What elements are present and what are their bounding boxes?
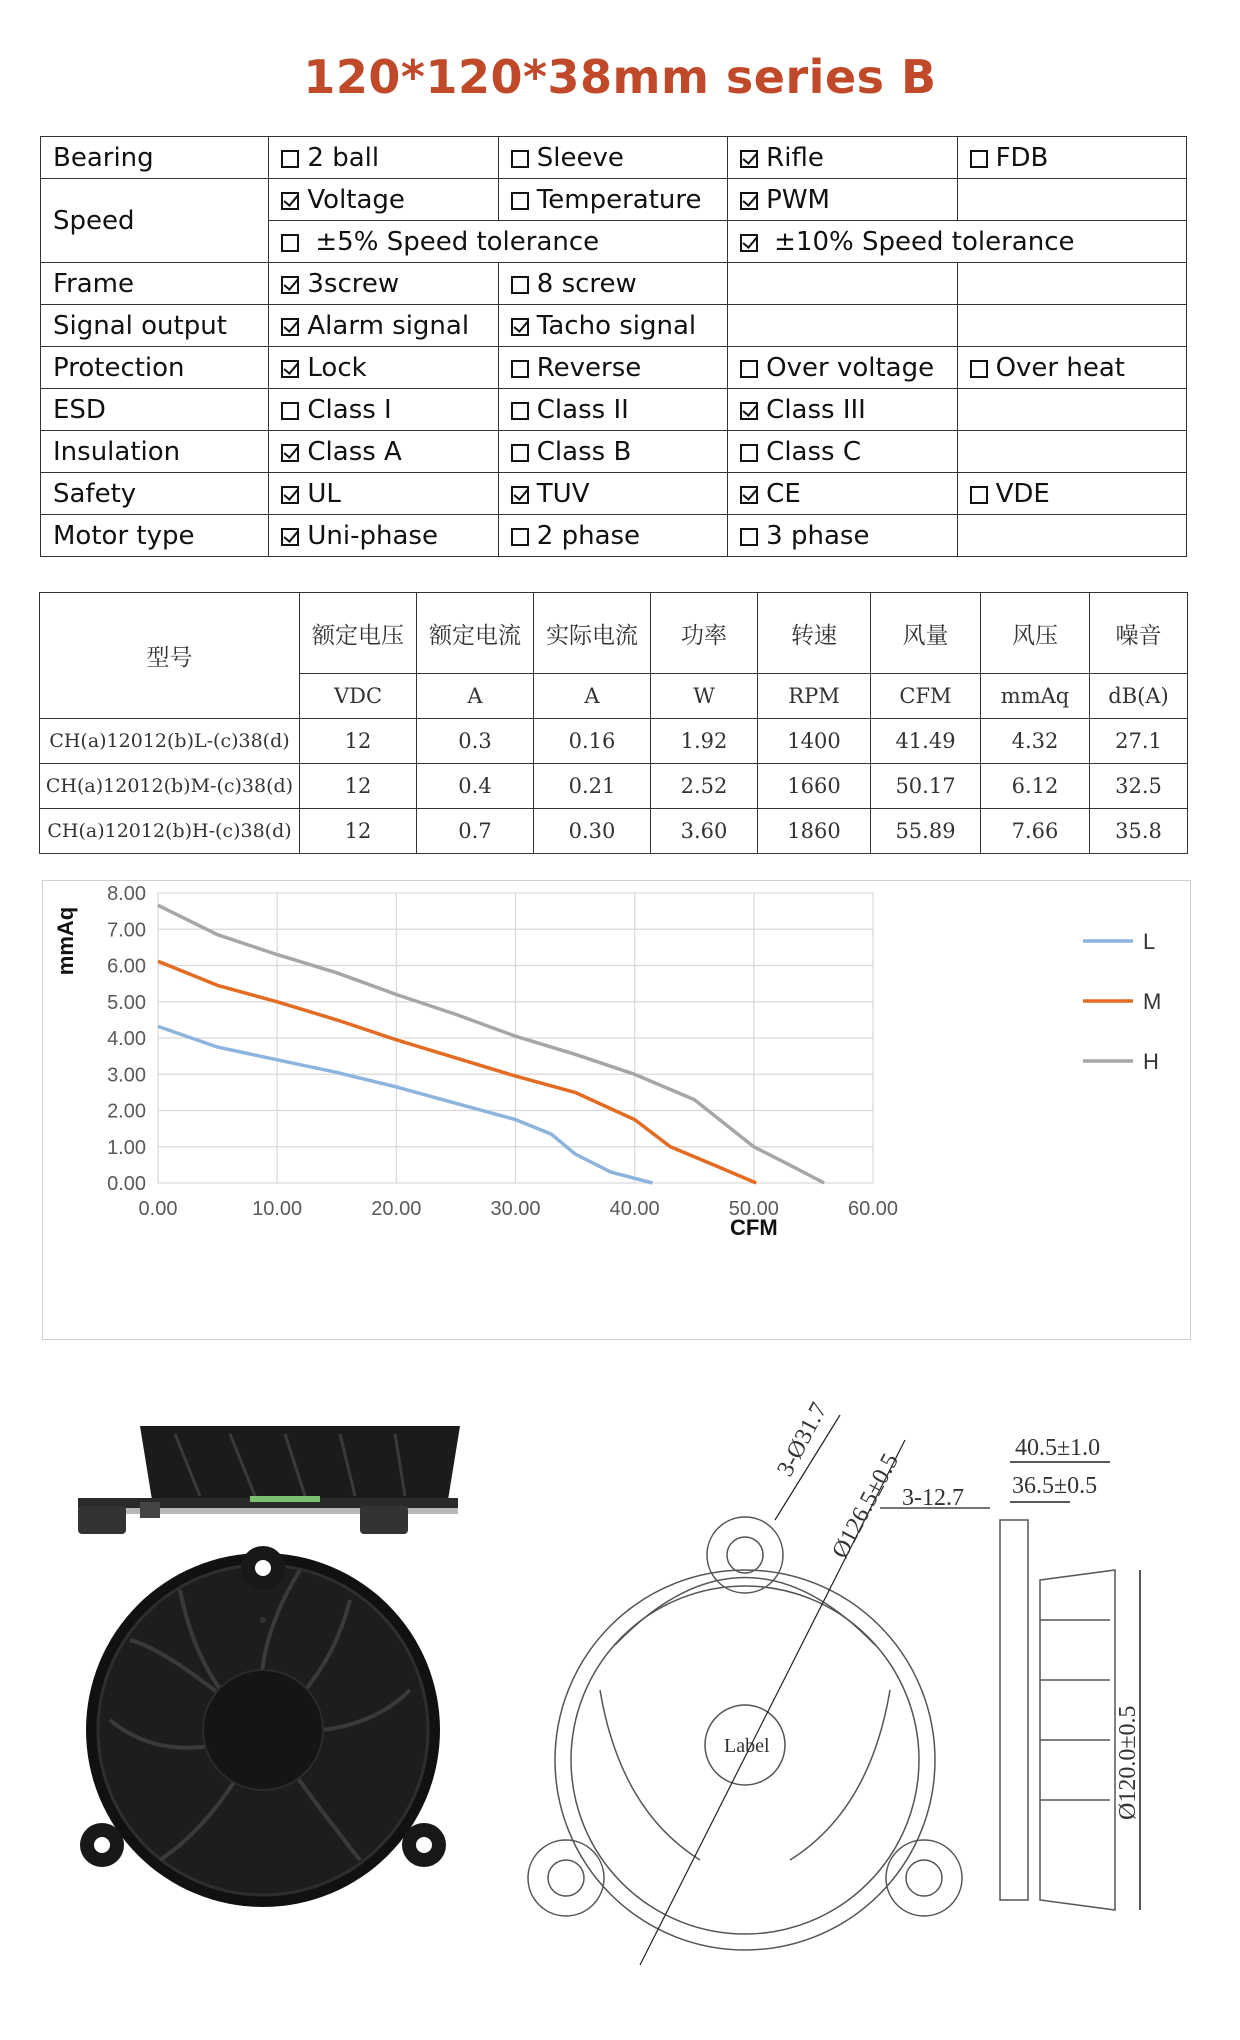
y-axis-label: mmAq (53, 906, 78, 976)
spec-option[interactable]: Class III (728, 389, 957, 431)
x-tick-label: 60.00 (847, 1198, 899, 1220)
spec-label: Bearing (41, 137, 269, 179)
x-axis-label: CFM (730, 1215, 778, 1240)
pq-chart (42, 880, 1191, 1340)
checkbox-icon[interactable] (970, 486, 988, 504)
checkbox-icon[interactable] (511, 402, 529, 420)
spec-option[interactable]: 8 screw (498, 263, 727, 305)
spec-option[interactable]: FDB (957, 137, 1186, 179)
checkbox-icon[interactable] (740, 402, 758, 420)
empty-cell (728, 263, 957, 305)
checkbox-icon[interactable] (281, 192, 299, 210)
table-cell: 35.8 (1090, 809, 1188, 854)
table-cell: 7.66 (981, 809, 1090, 854)
spec-option[interactable]: Lock (269, 347, 498, 389)
spec-label: Insulation (41, 431, 269, 473)
empty-cell (957, 263, 1186, 305)
pq-chart-svg (43, 881, 1192, 1341)
checkbox-icon[interactable] (511, 192, 529, 210)
spec-option[interactable]: Class A (269, 431, 498, 473)
unit-header: A (417, 674, 534, 719)
y-tick-label: 0.00 (107, 1173, 146, 1195)
unit-header: RPM (758, 674, 871, 719)
checkbox-icon[interactable] (511, 528, 529, 546)
table-row (40, 809, 1188, 854)
dimension-label: 3-Ø31.7 (772, 1398, 833, 1481)
x-tick-label: 0.00 (138, 1198, 178, 1220)
spec-label: Protection (41, 347, 269, 389)
table-cell: 1660 (758, 764, 871, 809)
empty-cell (728, 305, 957, 347)
checkbox-icon[interactable] (281, 234, 299, 252)
checkbox-icon[interactable] (511, 444, 529, 462)
checkbox-icon[interactable] (970, 150, 988, 168)
table-cell: 12 (300, 809, 417, 854)
spec-option[interactable]: Class B (498, 431, 727, 473)
spec-row-bearing (41, 137, 1187, 179)
y-tick-label: 2.00 (107, 1100, 146, 1123)
column-header: 额定电压 (300, 593, 417, 674)
label-text: Label (724, 1735, 770, 1757)
y-tick-label: 5.00 (107, 991, 146, 1014)
x-tick-label: 40.00 (609, 1198, 660, 1220)
performance-table (39, 592, 1188, 854)
spec-row-speed (41, 179, 1187, 221)
checkbox-icon[interactable] (281, 486, 299, 504)
table-cell: 32.5 (1090, 764, 1188, 809)
checkbox-icon[interactable] (740, 444, 758, 462)
dimension-label: Ø126.5±0.5 (827, 1449, 905, 1563)
y-tick-label: 8.00 (107, 883, 146, 905)
spec-option[interactable]: 2 phase (498, 515, 727, 557)
table-cell: 1400 (758, 719, 871, 764)
y-tick-label: 3.00 (107, 1064, 146, 1087)
spec-option[interactable]: Class I (269, 389, 498, 431)
checkbox-icon[interactable] (511, 276, 529, 294)
dimension-label: 36.5±0.5 (1012, 1473, 1098, 1499)
unit-header: W (651, 674, 758, 719)
x-tick-label: 20.00 (371, 1198, 422, 1220)
table-cell: 4.32 (981, 719, 1090, 764)
table-row (40, 764, 1188, 809)
spec-row-frame (41, 263, 1187, 305)
model-cell: CH(a)12012(b)H-(c)38(d) (40, 809, 300, 854)
table-cell: 12 (300, 719, 417, 764)
model-cell: CH(a)12012(b)L-(c)38(d) (40, 719, 300, 764)
unit-header: CFM (871, 674, 981, 719)
unit-header: mmAq (981, 674, 1090, 719)
spec-option[interactable]: 3screw (269, 263, 498, 305)
model-header: 型号 (40, 593, 300, 719)
table-cell: 12 (300, 764, 417, 809)
spec-option[interactable]: Class II (498, 389, 727, 431)
checkbox-icon[interactable] (511, 318, 529, 336)
table-cell: 50.17 (871, 764, 981, 809)
spec-option[interactable]: Over voltage (728, 347, 957, 389)
technical-drawing-side (1000, 1462, 1140, 1910)
checkbox-icon[interactable] (281, 150, 299, 168)
spec-option[interactable]: Rifle (728, 137, 957, 179)
y-tick-label: 4.00 (107, 1028, 146, 1050)
spec-row-signal (41, 305, 1187, 347)
table-cell: 55.89 (871, 809, 981, 854)
checkbox-icon[interactable] (281, 402, 299, 420)
series-line-M (158, 961, 756, 1183)
spec-label: Signal output (41, 305, 269, 347)
column-header: 风量 (871, 593, 981, 674)
unit-header: A (534, 674, 651, 719)
series-line-L (158, 1026, 653, 1183)
checkbox-icon[interactable] (740, 192, 758, 210)
spec-row-insulation (41, 431, 1187, 473)
spec-option[interactable]: VDE (957, 473, 1186, 515)
legend-label: M (1143, 989, 1162, 1014)
spec-option[interactable]: CE (728, 473, 957, 515)
spec-option[interactable]: Reverse (498, 347, 727, 389)
table-cell: 0.30 (534, 809, 651, 854)
dimension-label: 40.5±1.0 (1015, 1435, 1101, 1461)
fan-front-photo (80, 1546, 446, 1907)
model-cell: CH(a)12012(b)M-(c)38(d) (40, 764, 300, 809)
table-cell: 41.49 (871, 719, 981, 764)
spec-option[interactable]: 3 phase (728, 515, 957, 557)
x-tick-label: 30.00 (490, 1198, 541, 1220)
table-cell: 0.7 (417, 809, 534, 854)
table-cell: 6.12 (981, 764, 1090, 809)
checkbox-icon[interactable] (740, 528, 758, 546)
checkbox-icon[interactable] (281, 528, 299, 546)
spec-label: Frame (41, 263, 269, 305)
legend-label: L (1143, 929, 1156, 954)
checkbox-icon[interactable] (970, 360, 988, 378)
table-cell: 1.92 (651, 719, 758, 764)
checkbox-icon[interactable] (511, 486, 529, 504)
empty-cell (957, 179, 1186, 221)
y-tick-label: 7.00 (107, 919, 146, 942)
empty-cell (957, 389, 1186, 431)
x-tick-label: 10.00 (252, 1198, 303, 1220)
page-title: 120*120*38mm series B (303, 50, 937, 104)
column-header: 实际电流 (534, 593, 651, 674)
column-header: 转速 (758, 593, 871, 674)
spec-row-esd (41, 389, 1187, 431)
column-header: 风压 (981, 593, 1090, 674)
spec-option[interactable]: Voltage (269, 179, 498, 221)
checkbox-icon[interactable] (281, 318, 299, 336)
empty-cell (957, 515, 1186, 557)
spec-option[interactable]: Class C (728, 431, 957, 473)
fan-side-photo (78, 1426, 460, 1534)
empty-cell (957, 431, 1186, 473)
spec-option[interactable]: TUV (498, 473, 727, 515)
table-cell: 0.3 (417, 719, 534, 764)
table-cell: 0.16 (534, 719, 651, 764)
spec-option[interactable]: Over heat (957, 347, 1186, 389)
checkbox-icon[interactable] (740, 234, 758, 252)
spec-option[interactable]: ±5% Speed tolerance (269, 221, 728, 263)
spec-row-safety (41, 473, 1187, 515)
checkbox-icon[interactable] (281, 444, 299, 462)
spec-row-motor (41, 515, 1187, 557)
spec-option[interactable]: Alarm signal (269, 305, 498, 347)
spec-option[interactable]: Temperature (498, 179, 727, 221)
spec-label: Speed (41, 179, 269, 263)
table-cell: 2.52 (651, 764, 758, 809)
y-tick-label: 6.00 (107, 955, 146, 978)
table-cell: 0.4 (417, 764, 534, 809)
x-tick-label: 50.00 (728, 1198, 779, 1220)
spec-label: Motor type (41, 515, 269, 557)
product-images (0, 1390, 1240, 2030)
checkbox-icon[interactable] (281, 360, 299, 378)
spec-option[interactable]: ±10% Speed tolerance (728, 221, 1187, 263)
spec-option[interactable]: Uni-phase (269, 515, 498, 557)
checkbox-icon[interactable] (740, 360, 758, 378)
checkbox-icon[interactable] (740, 486, 758, 504)
table-cell: 27.1 (1090, 719, 1188, 764)
table-cell: 3.60 (651, 809, 758, 854)
spec-option[interactable]: UL (269, 473, 498, 515)
spec-option[interactable]: 2 ball (269, 137, 498, 179)
y-tick-label: 1.00 (107, 1136, 146, 1159)
table-cell: 0.21 (534, 764, 651, 809)
checkbox-icon[interactable] (740, 150, 758, 168)
legend-label: H (1143, 1049, 1159, 1074)
spec-row-protection (41, 347, 1187, 389)
unit-header: dB(A) (1090, 674, 1188, 719)
spec-option[interactable]: PWM (728, 179, 957, 221)
spec-label: Safety (41, 473, 269, 515)
unit-header: VDC (300, 674, 417, 719)
table-row (40, 719, 1188, 764)
column-header: 额定电流 (417, 593, 534, 674)
spec-label: ESD (41, 389, 269, 431)
empty-cell (957, 305, 1186, 347)
table-cell: 1860 (758, 809, 871, 854)
spec-option[interactable]: Tacho signal (498, 305, 727, 347)
spec-option[interactable]: Sleeve (498, 137, 727, 179)
dimension-label: 3-12.7 (902, 1485, 964, 1511)
checkbox-icon[interactable] (511, 360, 529, 378)
checkbox-icon[interactable] (511, 150, 529, 168)
column-header: 噪音 (1090, 593, 1188, 674)
column-header: 功率 (651, 593, 758, 674)
checkbox-icon[interactable] (281, 276, 299, 294)
dimension-label: Ø120.0±0.5 (1115, 1705, 1141, 1820)
series-line-H (158, 905, 824, 1183)
spec-table (40, 136, 1187, 557)
